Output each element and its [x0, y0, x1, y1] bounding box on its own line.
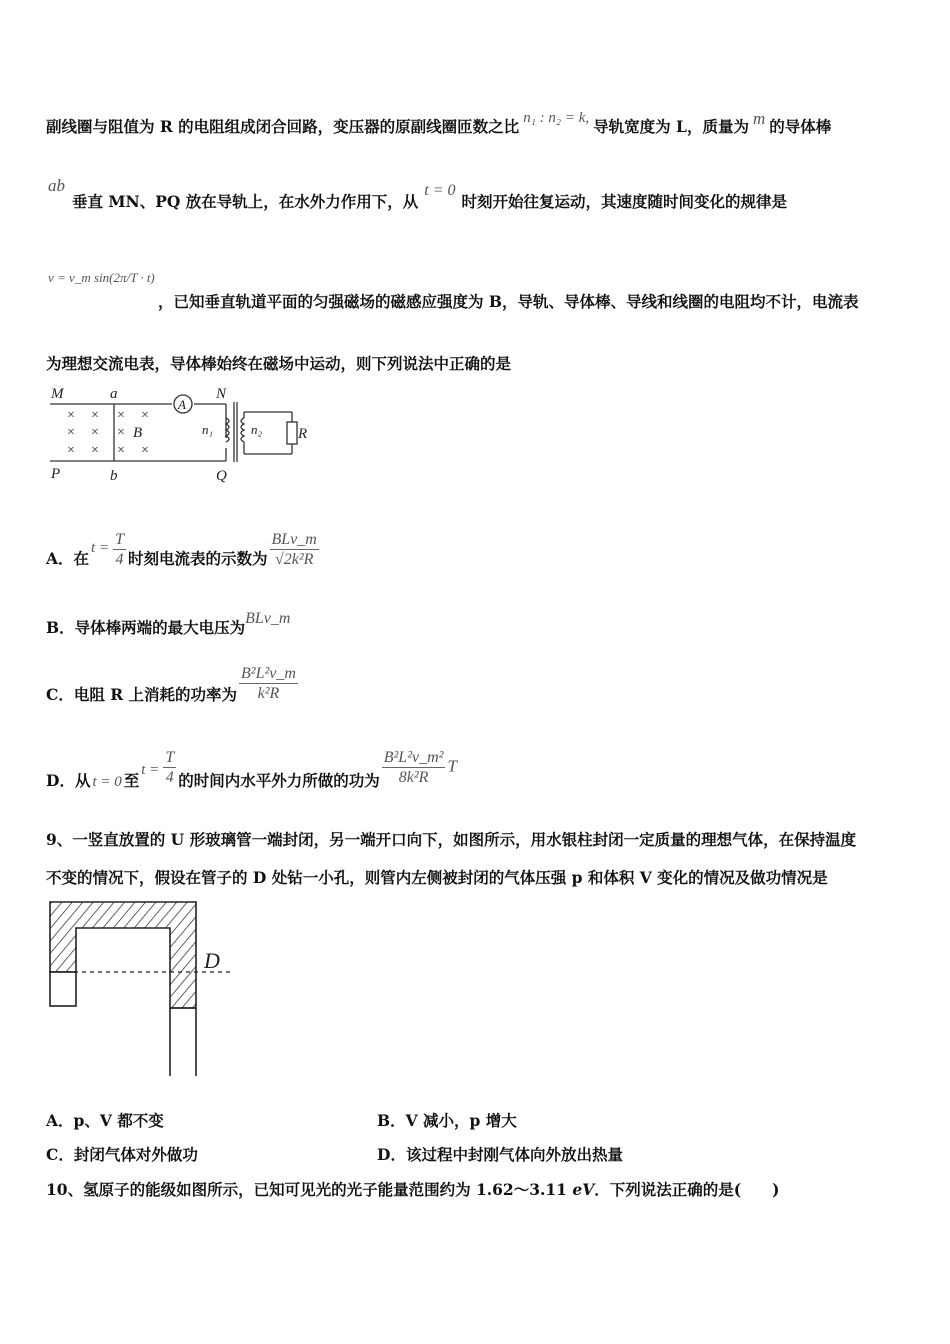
q8-option-a[interactable]: A．在t = $\frac{T}{4}$ 时刻电流表的示数为 $\frac{\text{BLv\_m}}{\text{√2k²R}}$	[46, 531, 317, 569]
q9-option-a[interactable]: A．p、V 都不变	[46, 1111, 164, 1130]
q8-option-b[interactable]: B．导体棒两端的最大电压为BLv_m	[46, 610, 291, 637]
q8-option-d[interactable]: D．从 t = 0 至t = $\frac{T}{4}$ 的时间内水平外力所做的功为 $\frac{\text{B²L²v\_m²}}{\text{8k²R}}$ T	[46, 749, 457, 790]
q9-option-d[interactable]: D．该过程中封刚气体向外放出热量	[377, 1145, 623, 1164]
u-tube-figure	[44, 898, 244, 1078]
q9-option-c[interactable]: C．封闭气体对外做功	[46, 1145, 198, 1164]
label-b: b	[110, 468, 118, 484]
label-N: N	[216, 386, 227, 402]
svg-text:×: ×	[91, 408, 99, 423]
q8-line-4: 为理想交流电表，导体棒始终在磁场中运动，则下列说法中正确的是	[46, 354, 512, 373]
q8-line-1: 副线圈与阻值为 R 的电阻组成闭合回路，变压器的原副线圈匝数之比 n₁ : n₂ = k, 导轨宽度为 L，质量为 m 的导体棒	[46, 109, 832, 136]
svg-text:×: ×	[117, 408, 125, 423]
label-D: D	[204, 948, 220, 973]
label-n1: n₁	[202, 422, 214, 437]
t-zero: t = 0	[424, 182, 456, 199]
q9-option-b[interactable]: B．V 减小，p 增大	[377, 1111, 517, 1130]
label-n2: n₂	[251, 422, 263, 437]
label-P: P	[51, 466, 61, 482]
q8-line-2: 垂直 MN、PQ 放在导轨上，在水外力作用下，从t = 0时刻开始往复运动，其速度随时间变化的规律是	[72, 182, 788, 211]
label-a: a	[110, 386, 118, 402]
mass-symbol: m	[752, 109, 766, 128]
q10-line-1: 10、氢原子的能级如图所示，已知可见光的光子能量范围约为 1.62～3.11 eV．下列说法正确的是( )	[46, 1180, 780, 1199]
velocity-formula: v = v_m sin(2π/T · t)	[48, 270, 155, 285]
label-R: R	[298, 426, 308, 442]
svg-text:×: ×	[141, 408, 149, 423]
svg-text:×: ×	[67, 443, 75, 458]
turns-ratio: n₁ : n₂ = k,	[523, 110, 590, 126]
svg-text:×: ×	[67, 408, 75, 423]
q8-line-3: ，已知垂直轨道平面的匀强磁场的磁感应强度为 B，导轨、导体棒、导线和线圈的电阻均不计，电流表	[158, 292, 859, 311]
label-M: M	[51, 386, 64, 402]
label-B: B	[133, 425, 143, 441]
svg-text:×: ×	[117, 425, 125, 440]
ammeter-label: A	[178, 397, 186, 412]
rail-circuit-figure	[44, 382, 324, 490]
label-Q: Q	[216, 468, 227, 484]
svg-text:×: ×	[67, 425, 75, 440]
q9-line-1: 9、一竖直放置的 U 形玻璃管一端封闭，另一端开口向下，如图所示，用水银柱封闭一定质量的理想气体，在保持温度	[46, 830, 857, 849]
svg-text:×: ×	[117, 443, 125, 458]
svg-text:×: ×	[91, 425, 99, 440]
q8-option-c[interactable]: C．电阻 R 上消耗的功率为 $\frac{\text{B²L²v\_m}}{\text{k²R}}$	[46, 665, 296, 704]
svg-text:×: ×	[141, 443, 149, 458]
rod-symbol: ab	[48, 176, 65, 195]
svg-text:×: ×	[91, 443, 99, 458]
q9-line-2: 不变的情况下，假设在管子的 D 处钻一小孔，则管内左侧被封闭的气体压强 p 和体积 V 变化的情况及做功情况是	[46, 868, 828, 887]
